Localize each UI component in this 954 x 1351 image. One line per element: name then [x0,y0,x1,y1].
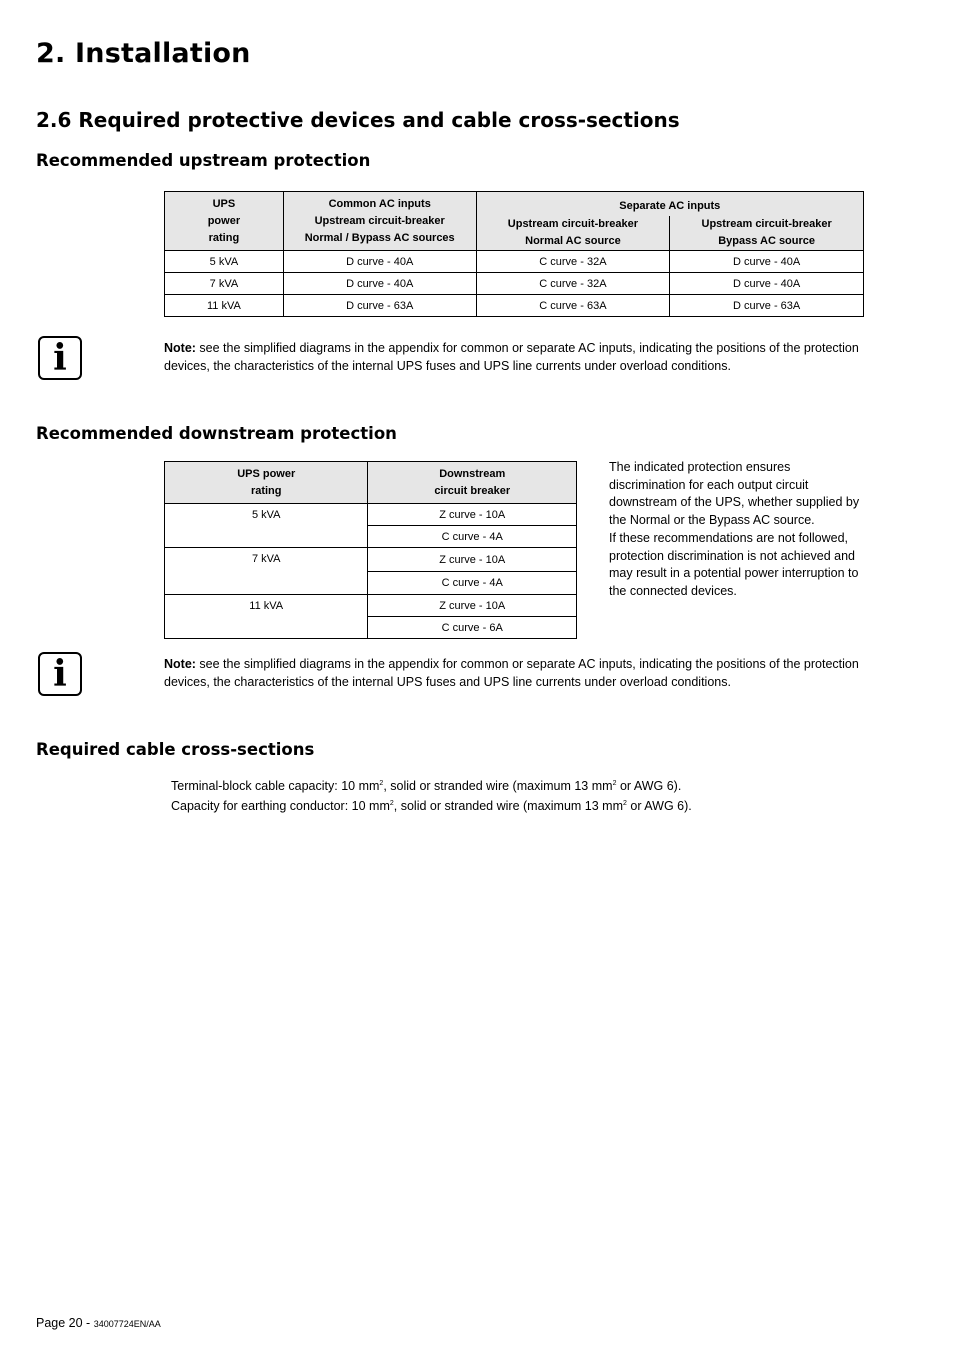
cell-rating: 5 kVA [165,504,368,548]
note-text: see the simplified diagrams in the appendix for common or separate AC inputs, indicating the positions of the protection devices, the characteristics of the internal UPS fuses and UPS line currents under overload conditions. [164,657,859,689]
info-icon: i [38,336,82,380]
header-ups-power-rating: UPS power rating [165,462,368,504]
cell-breaker: C curve - 6A [368,617,577,639]
page-footer [36,1316,161,1330]
cell-bypass: D curve - 40A [670,251,864,273]
table-row [165,251,864,273]
cable-text [171,775,692,815]
cell-common: D curve - 63A [283,295,476,317]
note-downstream [164,655,864,691]
cell-rating: 5 kVA [165,251,284,273]
doc-code: 34007724EN/AA [93,1319,161,1329]
downstream-protection-table [164,461,577,639]
header-separate-ac-inputs: Separate AC inputs [476,192,863,217]
cell-normal: C curve - 32A [476,251,670,273]
note-upstream [164,339,864,375]
upstream-protection-table [164,191,864,317]
upstream-heading: Recommended upstream protection [36,151,371,170]
note-label: Note: [164,657,196,671]
cell-breaker: C curve - 4A [368,526,577,548]
cell-common: D curve - 40A [283,273,476,295]
cell-rating: 7 kVA [165,273,284,295]
cell-rating: 11 kVA [165,295,284,317]
discrimination-text-2: If these recommendations are not followed, protection discrimination is not achieved and may result in a potential power interruption to the connected devices. [609,530,859,598]
cell-rating: 11 kVA [165,595,368,639]
info-icon: i [38,652,82,696]
header-common-ac-inputs: Common AC inputs Upstream circuit-breaker Normal / Bypass AC sources [283,192,476,251]
discrimination-text-1: The indicated protection ensures discrimination for each output circuit downstream of the UPS, whether supplied by the Normal or the Bypass AC source. [609,460,860,528]
table-row [165,504,577,526]
chapter-title: 2. Installation [36,38,251,69]
cable-heading: Required cable cross-sections [36,740,315,759]
cell-normal: C curve - 32A [476,273,670,295]
cell-breaker: Z curve - 10A [368,595,577,617]
note-text: see the simplified diagrams in the appendix for common or separate AC inputs, indicating the positions of the protection devices, the characteristics of the internal UPS fuses and UPS line currents under overload conditions. [164,341,859,373]
cell-breaker: Z curve - 10A [368,548,577,572]
cell-breaker: C curve - 4A [368,572,577,595]
cell-common: D curve - 40A [283,251,476,273]
cable-line-earthing: Capacity for earthing conductor: 10 $mm^2$, solid or stranded wire (maximum 13 $mm^2$ or AWG 6). [171,799,692,814]
header-bypass-ac-source: Upstream circuit-breaker Bypass AC source [670,216,864,251]
header-normal-ac-source: Upstream circuit-breaker Normal AC source [476,216,670,251]
cell-breaker: Z curve - 10A [368,504,577,526]
discrimination-text [609,459,869,601]
note-label: Note: [164,341,196,355]
header-downstream-breaker: Downstream circuit breaker [368,462,577,504]
table-row [165,295,864,317]
page-number: Page 20 - [36,1316,94,1330]
cell-bypass: D curve - 63A [670,295,864,317]
cell-bypass: D curve - 40A [670,273,864,295]
cable-line-terminal: Terminal-block cable capacity: 10 $mm^2$, solid or stranded wire (maximum 13 $mm^2$ or AWG 6). [171,779,682,794]
table-row [165,273,864,295]
header-ups-rating: UPS power rating [165,192,284,251]
cell-rating: 7 kVA [165,548,368,595]
section-title: 2.6 Required protective devices and cable cross-sections [36,108,680,132]
cell-normal: C curve - 63A [476,295,670,317]
downstream-heading: Recommended downstream protection [36,424,397,443]
table-row [165,595,577,617]
table-row [165,548,577,572]
